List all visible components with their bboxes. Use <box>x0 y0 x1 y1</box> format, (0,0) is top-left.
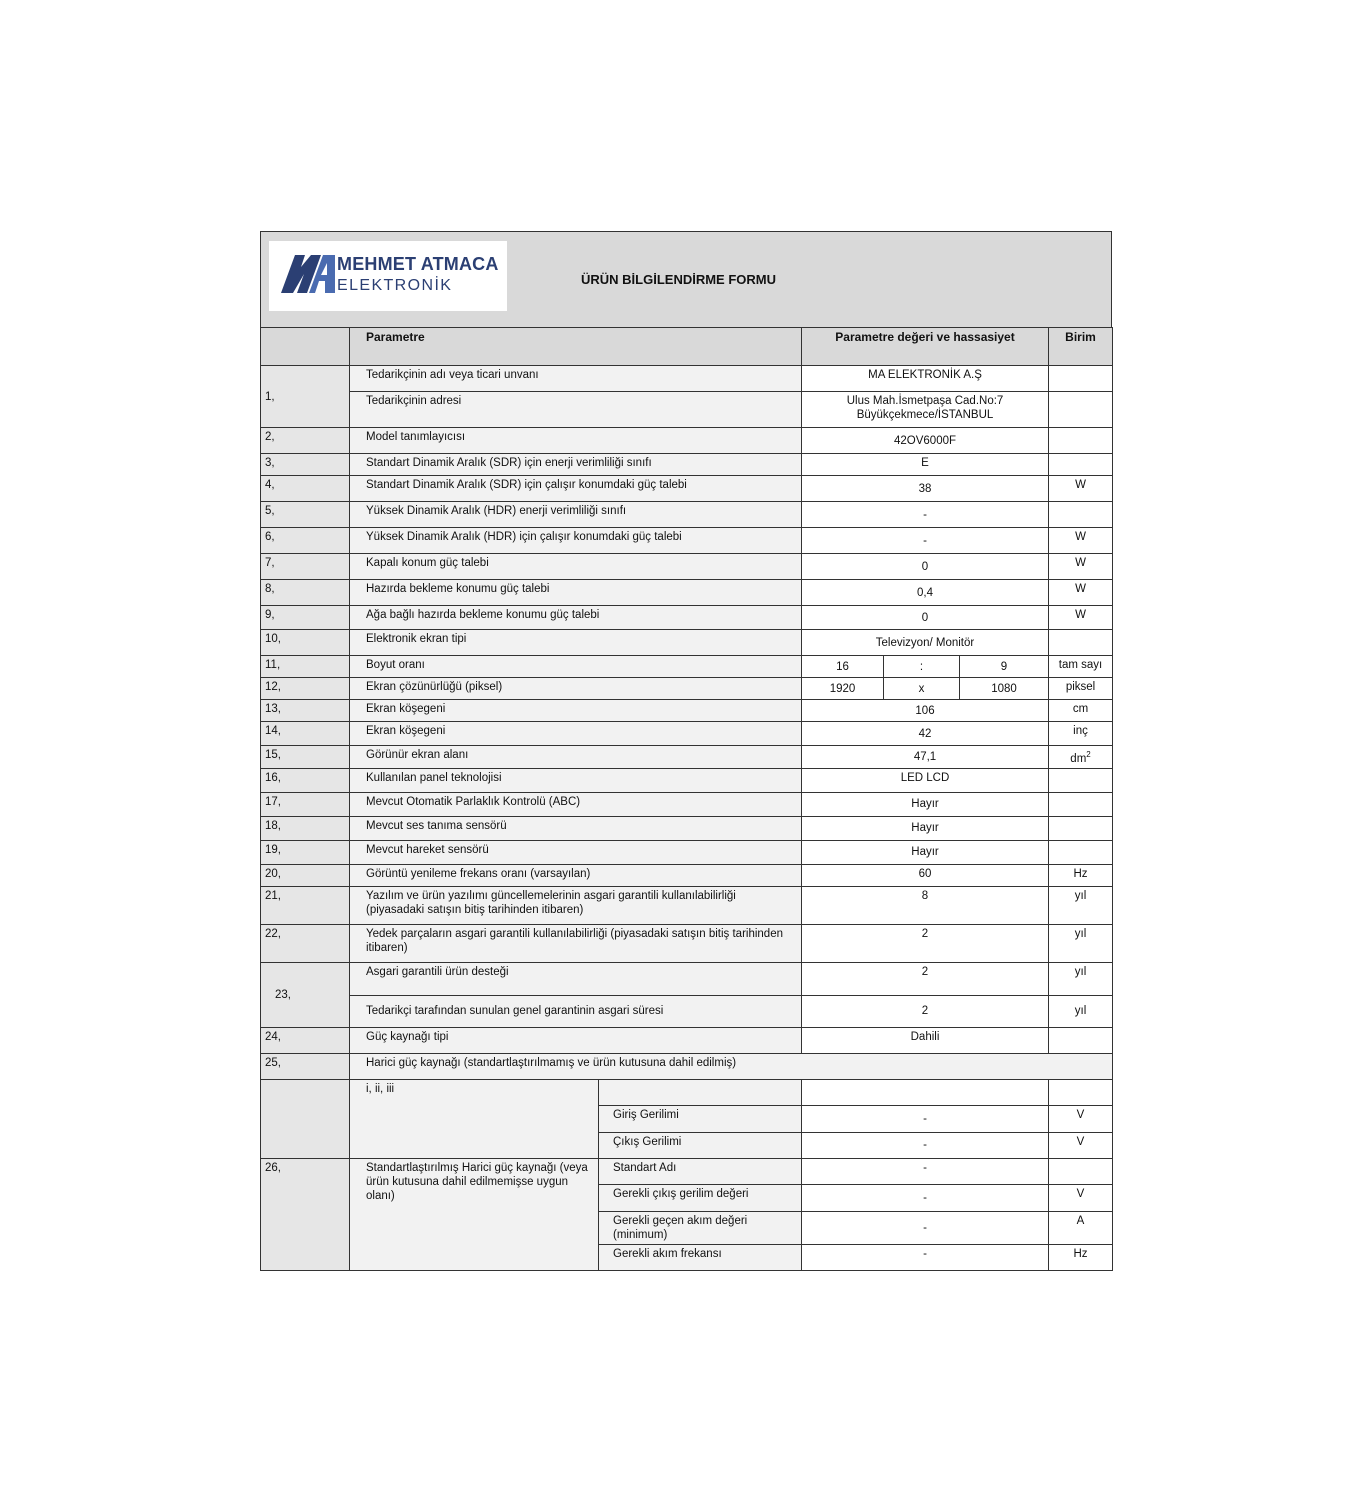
row-unit: W <box>1049 476 1113 502</box>
row-parameter: Asgari garantili ürün desteği <box>350 962 802 995</box>
row-number: 14, <box>261 722 350 746</box>
row-unit: yıl <box>1049 886 1113 924</box>
row-number: 4, <box>261 476 350 502</box>
table-row <box>261 528 1113 554</box>
table-row <box>261 656 1113 678</box>
table-row <box>261 428 1113 454</box>
row-unit: V <box>1049 1105 1113 1132</box>
table-row <box>261 554 1113 580</box>
row-parameter: Harici güç kaynağı (standartlaştırılmamış ve ürün kutusuna dahil edilmiş) <box>350 1053 1113 1079</box>
row-parameter: Standartlaştırılmış Harici güç kaynağı (veya ürün kutusuna dahil edilmemişse uygun olanı) <box>350 1158 599 1270</box>
row-number: 11, <box>261 656 350 678</box>
row-parameter: Hazırda bekleme konumu güç talebi <box>350 580 802 606</box>
row-value: - <box>802 1184 1049 1211</box>
row-value: - <box>802 1132 1049 1158</box>
unit-text: dm <box>1070 752 1087 765</box>
aspect-width: 16 <box>802 656 884 678</box>
row-parameter: Görüntü yenileme frekans oranı (varsayılan) <box>350 864 802 886</box>
row-unit <box>1049 392 1113 428</box>
address-line-1: Ulus Mah.İsmetpaşa Cad.No:7 <box>846 395 1004 407</box>
row-parameter: Mevcut hareket sensörü <box>350 840 802 864</box>
row-number: 16, <box>261 768 350 792</box>
row-value: 106 <box>802 700 1049 722</box>
row-parameter: Elektronik ekran tipi <box>350 630 802 656</box>
row-number: 5, <box>261 502 350 528</box>
row-unit: tam sayı <box>1049 656 1113 678</box>
row-number: 12, <box>261 678 350 700</box>
row-parameter: Standart Dinamik Aralık (SDR) için enerji verimliliği sınıfı <box>350 454 802 476</box>
row-parameter: Yüksek Dinamik Aralık (HDR) için çalışır konumdaki güç talebi <box>350 528 802 554</box>
row-number: 8, <box>261 580 350 606</box>
row-value: 2 <box>802 962 1049 995</box>
form-title: ÜRÜN BİLGİLENDİRME FORMU <box>581 272 776 287</box>
row-value: Televizyon/ Monitör <box>802 630 1049 656</box>
row-number: 25, <box>261 1053 350 1079</box>
table-row <box>261 502 1113 528</box>
row-unit <box>1049 768 1113 792</box>
row-number: 23, <box>261 962 350 1027</box>
logo-subtitle: ELEKTRONİK <box>337 277 453 294</box>
resolution-separator: x <box>884 678 960 700</box>
aspect-separator: : <box>884 656 960 678</box>
row-parameter: Standart Dinamik Aralık (SDR) için çalışır konumdaki güç talebi <box>350 476 802 502</box>
table-row <box>261 606 1113 630</box>
row-unit <box>1049 630 1113 656</box>
row-value: E <box>802 454 1049 476</box>
row-unit <box>1049 816 1113 840</box>
row-unit <box>1049 454 1113 476</box>
row-value: Hayır <box>802 792 1049 816</box>
row-parameter: Tedarikçinin adı veya ticari unvanı <box>350 366 802 392</box>
table-row <box>261 1027 1113 1053</box>
row-unit <box>1049 366 1113 392</box>
sub-parameter: Standart Adı <box>599 1158 802 1184</box>
table-row <box>261 864 1113 886</box>
row-unit <box>1049 1027 1113 1053</box>
logo-name: MEHMET ATMACA <box>337 254 499 274</box>
sub-parameter <box>599 1079 802 1105</box>
table-row <box>261 392 1113 428</box>
row-parameter: Ekran köşegeni <box>350 700 802 722</box>
table-header-row <box>261 328 1113 366</box>
table-row <box>261 840 1113 864</box>
row-unit: Hz <box>1049 864 1113 886</box>
row-number: 10, <box>261 630 350 656</box>
row-unit: A <box>1049 1211 1113 1244</box>
table-row <box>261 580 1113 606</box>
row-number: 20, <box>261 864 350 886</box>
row-number: 15, <box>261 746 350 769</box>
row-value: - <box>802 528 1049 554</box>
table-row <box>261 454 1113 476</box>
row-number: 9, <box>261 606 350 630</box>
table-row <box>261 366 1113 392</box>
row-number: 3, <box>261 454 350 476</box>
row-parameter: Ekran çözünürlüğü (piksel) <box>350 678 802 700</box>
row-value: MA ELEKTRONİK A.Ş <box>802 366 1049 392</box>
product-information-form <box>260 231 1112 1271</box>
table-row <box>261 746 1113 769</box>
table-row <box>261 678 1113 700</box>
sub-parameter: Çıkış Gerilimi <box>599 1132 802 1158</box>
table-row <box>261 995 1113 1027</box>
row-number <box>261 1079 350 1158</box>
row-parameter: Yazılım ve ürün yazılımı güncellemelerinin asgari garantili kullanılabilirliği (piyasadaki satışın bitiş tarihinden itibaren) <box>350 886 802 924</box>
unit-superscript: 2 <box>1086 750 1091 759</box>
row-unit <box>1049 502 1113 528</box>
row-parameter: Yüksek Dinamik Aralık (HDR) enerji verimliliği sınıfı <box>350 502 802 528</box>
row-parameter: Model tanımlayıcısı <box>350 428 802 454</box>
row-parameter: Ağa bağlı hazırda bekleme konumu güç talebi <box>350 606 802 630</box>
sub-parameter: Gerekli geçen akım değeri (minimum) <box>599 1211 802 1244</box>
row-number: 13, <box>261 700 350 722</box>
table-row <box>261 1158 1113 1184</box>
header-number-cell <box>261 328 350 366</box>
row-value: 38 <box>802 476 1049 502</box>
row-unit <box>1049 1158 1113 1184</box>
row-unit <box>1049 840 1113 864</box>
aspect-height: 9 <box>960 656 1049 678</box>
row-parameter: Tedarikçi tarafından sunulan genel garantinin asgari süresi <box>350 995 802 1027</box>
row-value: - <box>802 1211 1049 1244</box>
sub-parameter: Giriş Gerilimi <box>599 1105 802 1132</box>
row-unit <box>1049 792 1113 816</box>
row-parameter: Güç kaynağı tipi <box>350 1027 802 1053</box>
table-row <box>261 792 1113 816</box>
row-value: - <box>802 502 1049 528</box>
row-unit <box>1049 428 1113 454</box>
parameter-table <box>260 327 1113 1271</box>
row-parameter: Mevcut ses tanıma sensörü <box>350 816 802 840</box>
sub-item-label: i, ii, iii <box>350 1079 599 1158</box>
row-parameter: Mevcut Otomatik Parlaklık Kontrolü (ABC) <box>350 792 802 816</box>
table-row <box>261 816 1113 840</box>
table-row <box>261 1053 1113 1079</box>
company-logo <box>269 241 507 311</box>
row-value: - <box>802 1158 1049 1184</box>
row-number: 7, <box>261 554 350 580</box>
row-unit: cm <box>1049 700 1113 722</box>
row-value: - <box>802 1105 1049 1132</box>
table-row <box>261 1079 1113 1105</box>
address-line-2: Büyükçekmece/İSTANBUL <box>856 409 994 421</box>
row-value: Hayır <box>802 840 1049 864</box>
table-row <box>261 700 1113 722</box>
row-value: - <box>802 1244 1049 1270</box>
row-unit: yıl <box>1049 962 1113 995</box>
row-unit: W <box>1049 580 1113 606</box>
table-row <box>261 630 1113 656</box>
row-value: LED LCD <box>802 768 1049 792</box>
row-unit: V <box>1049 1184 1113 1211</box>
row-value: 42 <box>802 722 1049 746</box>
resolution-height: 1080 <box>960 678 1049 700</box>
row-unit: inç <box>1049 722 1113 746</box>
row-unit: W <box>1049 528 1113 554</box>
row-unit <box>1049 1079 1113 1105</box>
row-value <box>802 392 1049 428</box>
row-value: 42OV6000F <box>802 428 1049 454</box>
header-unit: Birim <box>1049 328 1113 366</box>
table-row <box>261 962 1113 995</box>
row-unit: W <box>1049 606 1113 630</box>
row-unit: yıl <box>1049 995 1113 1027</box>
row-parameter: Ekran köşegeni <box>350 722 802 746</box>
row-number: 18, <box>261 816 350 840</box>
row-number: 17, <box>261 792 350 816</box>
row-number: 6, <box>261 528 350 554</box>
row-number: 22, <box>261 924 350 962</box>
row-number: 26, <box>261 1158 350 1270</box>
row-value: 47,1 <box>802 746 1049 769</box>
table-row <box>261 768 1113 792</box>
row-parameter: Görünür ekran alanı <box>350 746 802 769</box>
header-parameter: Parametre <box>350 328 802 366</box>
row-value: 2 <box>802 924 1049 962</box>
row-unit: Hz <box>1049 1244 1113 1270</box>
row-value: 0 <box>802 606 1049 630</box>
table-row <box>261 722 1113 746</box>
table-row <box>261 476 1113 502</box>
logo-mark-icon <box>281 255 335 293</box>
row-number: 1, <box>261 366 350 428</box>
sub-parameter: Gerekli akım frekansı <box>599 1244 802 1270</box>
sub-parameter: Gerekli çıkış gerilim değeri <box>599 1184 802 1211</box>
row-unit: piksel <box>1049 678 1113 700</box>
row-value: 60 <box>802 864 1049 886</box>
row-unit: V <box>1049 1132 1113 1158</box>
table-row <box>261 886 1113 924</box>
form-header <box>260 231 1112 327</box>
row-value: 0,4 <box>802 580 1049 606</box>
row-parameter: Tedarikçinin adresi <box>350 392 802 428</box>
row-parameter: Yedek parçaların asgari garantili kullanılabilirliği (piyasadaki satışın bitiş tarihinden itibaren) <box>350 924 802 962</box>
row-parameter: Kapalı konum güç talebi <box>350 554 802 580</box>
row-number: 2, <box>261 428 350 454</box>
row-value: Hayır <box>802 816 1049 840</box>
resolution-width: 1920 <box>802 678 884 700</box>
row-unit: W <box>1049 554 1113 580</box>
row-parameter: Boyut oranı <box>350 656 802 678</box>
header-value: Parametre değeri ve hassasiyet <box>802 328 1049 366</box>
row-value: 8 <box>802 886 1049 924</box>
row-number: 21, <box>261 886 350 924</box>
row-number: 19, <box>261 840 350 864</box>
row-value <box>802 1079 1049 1105</box>
row-value: Dahili <box>802 1027 1049 1053</box>
row-value: 0 <box>802 554 1049 580</box>
row-parameter: Kullanılan panel teknolojisi <box>350 768 802 792</box>
row-number: 24, <box>261 1027 350 1053</box>
table-row <box>261 924 1113 962</box>
row-value: 2 <box>802 995 1049 1027</box>
row-unit <box>1049 746 1113 769</box>
row-unit: yıl <box>1049 924 1113 962</box>
